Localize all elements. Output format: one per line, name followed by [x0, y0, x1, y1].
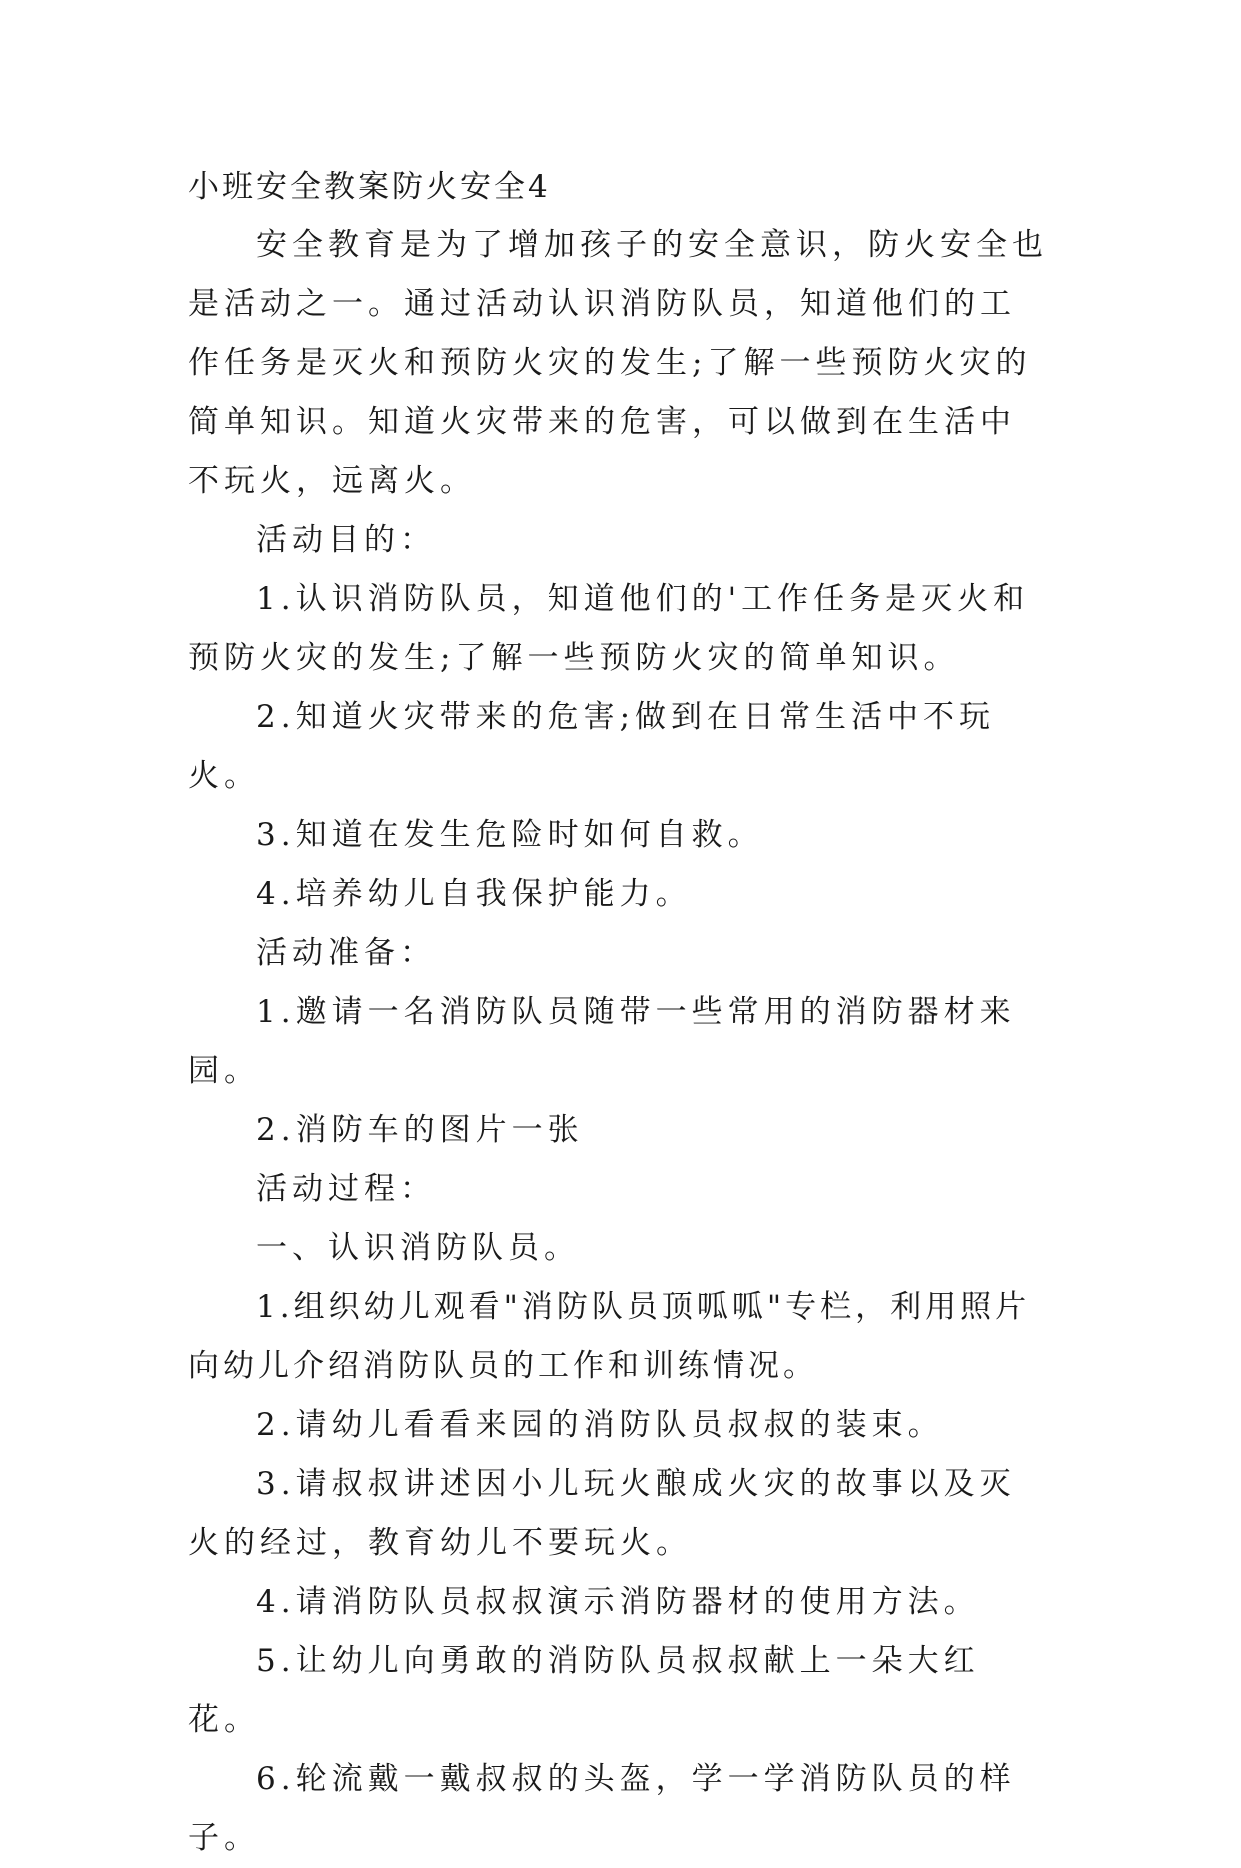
objective-item-1: 1.认识消防队员，知道他们的'工作任务是灭火和预防火灾的发生;了解一些预防火灾的简单知识。: [188, 581, 1030, 676]
section-heading-objectives: 活动目的：: [256, 522, 436, 558]
preparation-item-2: 2.消防车的图片一张: [256, 1112, 584, 1148]
preparation-item-1: 1.邀请一名消防队员随带一些常用的消防器材来园。: [188, 994, 1016, 1089]
section-heading-preparation: 活动准备：: [256, 935, 436, 971]
process-item-1: 1.组织幼儿观看"消防队员顶呱呱"专栏，利用照片向幼儿介绍消防队员的工作和训练情况。: [188, 1289, 1031, 1384]
process-item-6: 6.轮流戴一戴叔叔的头盔，学一学消防队员的样子。: [188, 1761, 1016, 1856]
process-item-4: 4.请消防队员叔叔演示消防器材的使用方法。: [256, 1584, 980, 1620]
process-item-3: 3.请叔叔讲述因小儿玩火酿成火灾的故事以及灭火的经过，教育幼儿不要玩火。: [188, 1466, 1016, 1561]
objective-item-2: 2.知道火灾带来的危害;做到在日常生活中不玩火。: [188, 699, 996, 794]
document-title: 小班安全教案防火安全4: [188, 169, 551, 205]
process-item-5: 5.让幼儿向勇敢的消防队员叔叔献上一朵大红花。: [188, 1643, 980, 1738]
objective-item-3: 3.知道在发生危险时如何自救。: [256, 817, 764, 853]
objective-item-4: 4.培养幼儿自我保护能力。: [256, 876, 692, 912]
process-subheading-1: 一、认识消防队员。: [256, 1230, 580, 1266]
process-item-2: 2.请幼儿看看来园的消防队员叔叔的装束。: [256, 1407, 944, 1443]
document-page: [188, 158, 1050, 1868]
intro-paragraph: 安全教育是为了增加孩子的安全意识，防火安全也是活动之一。通过活动认识消防队员，知道他们的工作任务是灭火和预防火灾的发生;了解一些预防火灾的简单知识。知道火灾带来的危害，可以做到在生活中不玩火，远离火。: [188, 227, 1048, 499]
section-heading-process: 活动过程：: [256, 1171, 436, 1207]
